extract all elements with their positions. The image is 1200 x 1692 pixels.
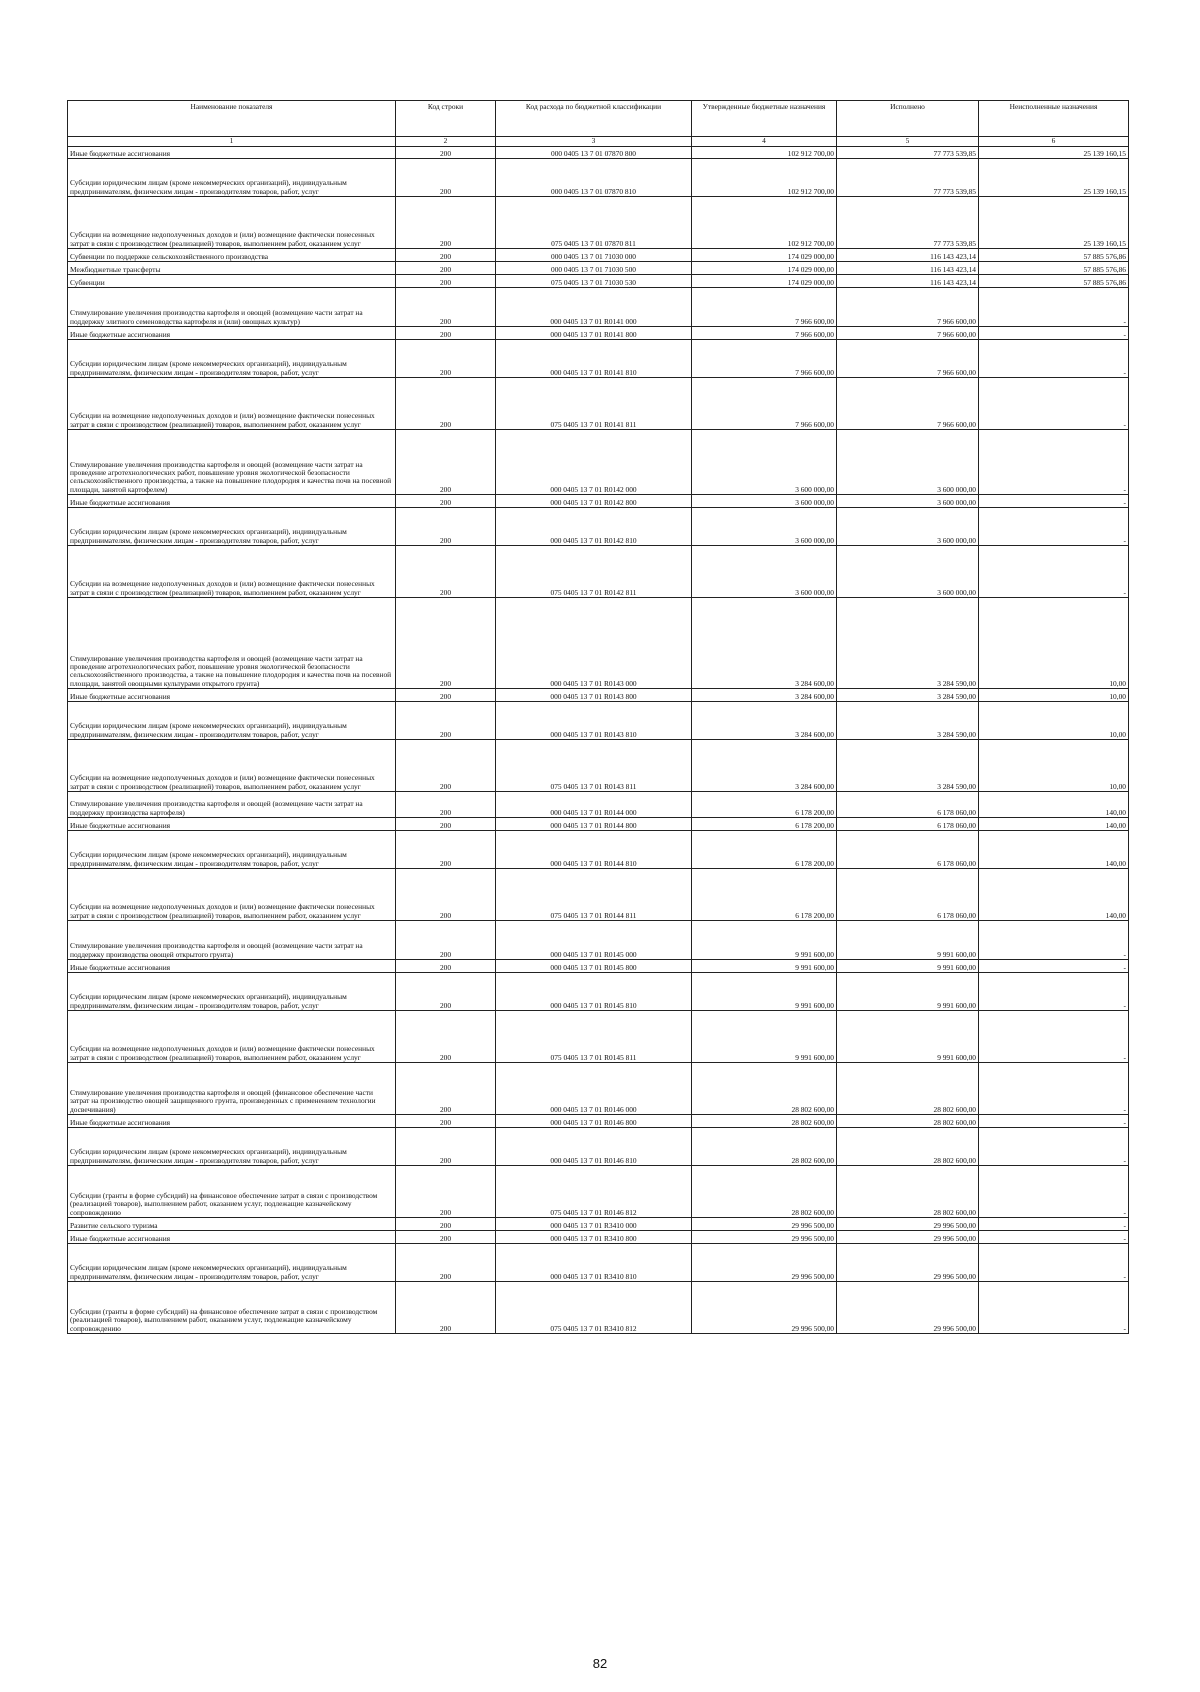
row-approved: 102 912 700,00 xyxy=(692,159,837,197)
row-approved: 102 912 700,00 xyxy=(692,147,837,159)
row-name: Субвенции xyxy=(68,275,396,288)
row-name: Иные бюджетные ассигнования xyxy=(68,689,396,702)
row-unexecuted: - xyxy=(979,340,1129,378)
row-executed: 28 802 600,00 xyxy=(837,1166,979,1218)
row-line-code: 200 xyxy=(396,1231,496,1244)
row-approved: 174 029 000,00 xyxy=(692,262,837,275)
row-budget-code: 075 0405 13 7 01 R0141 811 xyxy=(496,378,692,430)
row-line-code: 200 xyxy=(396,689,496,702)
row-executed: 3 600 000,00 xyxy=(837,495,979,508)
table-row xyxy=(68,430,1129,495)
row-unexecuted: 25 139 160,15 xyxy=(979,159,1129,197)
row-executed: 6 178 060,00 xyxy=(837,831,979,869)
table-row xyxy=(68,340,1129,378)
row-executed: 7 966 600,00 xyxy=(837,288,979,327)
row-unexecuted: - xyxy=(979,1063,1129,1115)
row-unexecuted: 25 139 160,15 xyxy=(979,197,1129,249)
column-number: 3 xyxy=(496,137,692,147)
row-name: Субсидии на возмещение недополученных доходов и (или) возмещение фактически понесенных затрат в связи с производством (реализацией) товаров, выполнением работ, оказанием услуг xyxy=(68,1011,396,1063)
row-line-code: 200 xyxy=(396,740,496,792)
column-number: 6 xyxy=(979,137,1129,147)
table-row xyxy=(68,1063,1129,1115)
row-executed: 9 991 600,00 xyxy=(837,1011,979,1063)
row-line-code: 200 xyxy=(396,831,496,869)
row-budget-code: 000 0405 13 7 01 R0145 000 xyxy=(496,921,692,960)
row-line-code: 200 xyxy=(396,378,496,430)
row-name: Субсидии юридическим лицам (кроме некоммерческих организаций), индивидуальным предпринимателям, физическим лицам - производителям товаров, работ, услуг xyxy=(68,340,396,378)
row-line-code: 200 xyxy=(396,792,496,818)
table-row xyxy=(68,598,1129,689)
row-approved: 174 029 000,00 xyxy=(692,275,837,288)
row-line-code: 200 xyxy=(396,275,496,288)
row-unexecuted: 140,00 xyxy=(979,869,1129,921)
row-budget-code: 000 0405 13 7 01 R0142 000 xyxy=(496,430,692,495)
row-unexecuted: - xyxy=(979,1218,1129,1231)
row-unexecuted: - xyxy=(979,973,1129,1011)
row-budget-code: 075 0405 13 7 01 R0145 811 xyxy=(496,1011,692,1063)
row-approved: 29 996 500,00 xyxy=(692,1244,837,1282)
row-unexecuted: - xyxy=(979,430,1129,495)
header-executed: Исполнено xyxy=(837,101,979,137)
header-line-code: Код строки xyxy=(396,101,496,137)
row-executed: 116 143 423,14 xyxy=(837,275,979,288)
row-budget-code: 000 0405 13 7 01 71030 500 xyxy=(496,262,692,275)
row-executed: 29 996 500,00 xyxy=(837,1218,979,1231)
table-row xyxy=(68,1218,1129,1231)
table-row xyxy=(68,973,1129,1011)
row-name: Иные бюджетные ассигнования xyxy=(68,818,396,831)
row-approved: 9 991 600,00 xyxy=(692,973,837,1011)
row-unexecuted: - xyxy=(979,495,1129,508)
row-line-code: 200 xyxy=(396,546,496,598)
row-line-code: 200 xyxy=(396,249,496,262)
row-name: Субсидии на возмещение недополученных доходов и (или) возмещение фактически понесенных затрат в связи с производством (реализацией) товаров, выполнением работ, оказанием услуг xyxy=(68,378,396,430)
table-row xyxy=(68,1231,1129,1244)
row-unexecuted: - xyxy=(979,1011,1129,1063)
row-unexecuted: 10,00 xyxy=(979,702,1129,740)
row-unexecuted: 10,00 xyxy=(979,598,1129,689)
row-executed: 77 773 539,85 xyxy=(837,147,979,159)
row-name: Субсидии юридическим лицам (кроме некоммерческих организаций), индивидуальным предпринимателям, физическим лицам - производителям товаров, работ, услуг xyxy=(68,702,396,740)
table-row xyxy=(68,546,1129,598)
row-budget-code: 000 0405 13 7 01 R3410 810 xyxy=(496,1244,692,1282)
row-executed: 29 996 500,00 xyxy=(837,1244,979,1282)
header-indicator-name: Наименование показателя xyxy=(68,101,396,137)
row-name: Субсидии юридическим лицам (кроме некоммерческих организаций), индивидуальным предпринимателям, физическим лицам - производителям товаров, работ, услуг xyxy=(68,831,396,869)
row-executed: 116 143 423,14 xyxy=(837,249,979,262)
table-row xyxy=(68,249,1129,262)
column-number: 2 xyxy=(396,137,496,147)
row-unexecuted: - xyxy=(979,508,1129,546)
row-approved: 9 991 600,00 xyxy=(692,960,837,973)
row-name: Стимулирование увеличения производства картофеля и овощей (финансовое обеспечение части затрат на производство овощей защищенного грунта, произведенных с применением технологии досвечивания) xyxy=(68,1063,396,1115)
budget-execution-table xyxy=(67,100,1129,1334)
row-executed: 7 966 600,00 xyxy=(837,340,979,378)
row-budget-code: 000 0405 13 7 01 R0145 800 xyxy=(496,960,692,973)
row-budget-code: 000 0405 13 7 01 R0143 810 xyxy=(496,702,692,740)
table-row xyxy=(68,818,1129,831)
table-row xyxy=(68,831,1129,869)
row-executed: 9 991 600,00 xyxy=(837,960,979,973)
row-line-code: 200 xyxy=(396,1011,496,1063)
table-row xyxy=(68,1282,1129,1334)
table-row xyxy=(68,960,1129,973)
row-budget-code: 075 0405 13 7 01 R0144 811 xyxy=(496,869,692,921)
row-approved: 28 802 600,00 xyxy=(692,1166,837,1218)
row-line-code: 200 xyxy=(396,973,496,1011)
row-budget-code: 000 0405 13 7 01 R3410 800 xyxy=(496,1231,692,1244)
row-approved: 6 178 200,00 xyxy=(692,792,837,818)
row-line-code: 200 xyxy=(396,159,496,197)
row-budget-code: 000 0405 13 7 01 R3410 000 xyxy=(496,1218,692,1231)
row-budget-code: 075 0405 13 7 01 R0146 812 xyxy=(496,1166,692,1218)
row-approved: 28 802 600,00 xyxy=(692,1115,837,1128)
row-executed: 6 178 060,00 xyxy=(837,869,979,921)
row-unexecuted: - xyxy=(979,960,1129,973)
row-line-code: 200 xyxy=(396,869,496,921)
row-unexecuted: 140,00 xyxy=(979,792,1129,818)
row-unexecuted: 25 139 160,15 xyxy=(979,147,1129,159)
row-budget-code: 000 0405 13 7 01 R0144 810 xyxy=(496,831,692,869)
row-approved: 3 284 600,00 xyxy=(692,740,837,792)
row-executed: 77 773 539,85 xyxy=(837,197,979,249)
row-name: Субсидии на возмещение недополученных доходов и (или) возмещение фактически понесенных затрат в связи с производством (реализацией) товаров, выполнением работ, оказанием услуг xyxy=(68,869,396,921)
row-executed: 29 996 500,00 xyxy=(837,1231,979,1244)
row-budget-code: 000 0405 13 7 01 R0141 800 xyxy=(496,327,692,340)
table-row xyxy=(68,197,1129,249)
column-number: 5 xyxy=(837,137,979,147)
row-name: Развитие сельского туризма xyxy=(68,1218,396,1231)
table-body xyxy=(68,147,1129,1334)
row-unexecuted: 140,00 xyxy=(979,831,1129,869)
table-row xyxy=(68,740,1129,792)
row-executed: 9 991 600,00 xyxy=(837,921,979,960)
row-unexecuted: - xyxy=(979,288,1129,327)
row-executed: 116 143 423,14 xyxy=(837,262,979,275)
row-unexecuted: - xyxy=(979,1128,1129,1166)
row-executed: 7 966 600,00 xyxy=(837,378,979,430)
table-row xyxy=(68,262,1129,275)
row-line-code: 200 xyxy=(396,430,496,495)
row-name: Стимулирование увеличения производства картофеля и овощей (возмещение части затрат на проведение агротехнологических работ, повышение уровня экологической безопасности сельскохозяйственного производства, а также на повышение плодородия и качества почв на посевной площади, занятой картофелем) xyxy=(68,430,396,495)
row-line-code: 200 xyxy=(396,960,496,973)
row-budget-code: 075 0405 13 7 01 R0142 811 xyxy=(496,546,692,598)
row-line-code: 200 xyxy=(396,1063,496,1115)
row-budget-code: 000 0405 13 7 01 R0141 810 xyxy=(496,340,692,378)
row-approved: 3 600 000,00 xyxy=(692,430,837,495)
row-approved: 3 284 600,00 xyxy=(692,689,837,702)
row-approved: 7 966 600,00 xyxy=(692,327,837,340)
row-approved: 3 600 000,00 xyxy=(692,495,837,508)
row-budget-code: 075 0405 13 7 01 71030 530 xyxy=(496,275,692,288)
table-row xyxy=(68,1128,1129,1166)
row-name: Иные бюджетные ассигнования xyxy=(68,1115,396,1128)
row-line-code: 200 xyxy=(396,508,496,546)
row-name: Стимулирование увеличения производства картофеля и овощей (возмещение части затрат на поддержку элитного семеноводства картофеля и (или) овощных культур) xyxy=(68,288,396,327)
row-executed: 3 284 590,00 xyxy=(837,740,979,792)
row-executed: 3 284 590,00 xyxy=(837,689,979,702)
row-budget-code: 075 0405 13 7 01 R0143 811 xyxy=(496,740,692,792)
row-line-code: 200 xyxy=(396,598,496,689)
row-line-code: 200 xyxy=(396,702,496,740)
table-row xyxy=(68,869,1129,921)
row-name: Субсидии на возмещение недополученных доходов и (или) возмещение фактически понесенных затрат в связи с производством (реализацией) товаров, выполнением работ, оказанием услуг xyxy=(68,740,396,792)
row-executed: 3 284 590,00 xyxy=(837,702,979,740)
row-unexecuted: - xyxy=(979,378,1129,430)
table-row xyxy=(68,495,1129,508)
row-name: Иные бюджетные ассигнования xyxy=(68,1231,396,1244)
row-approved: 29 996 500,00 xyxy=(692,1218,837,1231)
row-executed: 28 802 600,00 xyxy=(837,1115,979,1128)
row-name: Иные бюджетные ассигнования xyxy=(68,495,396,508)
row-unexecuted: 10,00 xyxy=(979,740,1129,792)
row-name: Субвенции по поддержке сельскохозяйственного производства xyxy=(68,249,396,262)
row-name: Субсидии юридическим лицам (кроме некоммерческих организаций), индивидуальным предпринимателям, физическим лицам - производителям товаров, работ, услуг xyxy=(68,973,396,1011)
row-line-code: 200 xyxy=(396,1166,496,1218)
row-unexecuted: - xyxy=(979,1115,1129,1128)
row-approved: 29 996 500,00 xyxy=(692,1231,837,1244)
row-executed: 29 996 500,00 xyxy=(837,1282,979,1334)
table-row xyxy=(68,1115,1129,1128)
row-budget-code: 000 0405 13 7 01 07870 800 xyxy=(496,147,692,159)
row-approved: 3 600 000,00 xyxy=(692,546,837,598)
table-row xyxy=(68,921,1129,960)
row-approved: 174 029 000,00 xyxy=(692,249,837,262)
row-executed: 77 773 539,85 xyxy=(837,159,979,197)
row-budget-code: 000 0405 13 7 01 71030 000 xyxy=(496,249,692,262)
page-number: 82 xyxy=(592,1656,608,1671)
row-budget-code: 000 0405 13 7 01 R0146 800 xyxy=(496,1115,692,1128)
row-budget-code: 000 0405 13 7 01 R0143 000 xyxy=(496,598,692,689)
row-approved: 3 284 600,00 xyxy=(692,598,837,689)
row-budget-code: 000 0405 13 7 01 R0142 810 xyxy=(496,508,692,546)
row-budget-code: 000 0405 13 7 01 R0142 800 xyxy=(496,495,692,508)
table-row xyxy=(68,1166,1129,1218)
row-line-code: 200 xyxy=(396,921,496,960)
table-header-row xyxy=(68,101,1129,137)
row-name: Субсидии на возмещение недополученных доходов и (или) возмещение фактически понесенных затрат в связи с производством (реализацией) товаров, выполнением работ, оказанием услуг xyxy=(68,546,396,598)
row-unexecuted: 57 885 576,86 xyxy=(979,262,1129,275)
row-name: Субсидии юридическим лицам (кроме некоммерческих организаций), индивидуальным предпринимателям, физическим лицам - производителям товаров, работ, услуг xyxy=(68,159,396,197)
table-row xyxy=(68,508,1129,546)
row-budget-code: 000 0405 13 7 01 R0144 800 xyxy=(496,818,692,831)
row-approved: 102 912 700,00 xyxy=(692,197,837,249)
row-name: Иные бюджетные ассигнования xyxy=(68,960,396,973)
row-line-code: 200 xyxy=(396,1115,496,1128)
row-executed: 3 600 000,00 xyxy=(837,546,979,598)
row-line-code: 200 xyxy=(396,288,496,327)
table-row xyxy=(68,147,1129,159)
row-executed: 3 284 590,00 xyxy=(837,598,979,689)
row-approved: 6 178 200,00 xyxy=(692,869,837,921)
row-executed: 6 178 060,00 xyxy=(837,792,979,818)
row-unexecuted: 10,00 xyxy=(979,689,1129,702)
row-line-code: 200 xyxy=(396,1218,496,1231)
row-name: Субсидии юридическим лицам (кроме некоммерческих организаций), индивидуальным предпринимателям, физическим лицам - производителям товаров, работ, услуг xyxy=(68,1244,396,1282)
row-budget-code: 000 0405 13 7 01 R0144 000 xyxy=(496,792,692,818)
header-unexecuted: Неисполненные назначения xyxy=(979,101,1129,137)
table-row xyxy=(68,378,1129,430)
table-row xyxy=(68,275,1129,288)
row-unexecuted: 57 885 576,86 xyxy=(979,275,1129,288)
table-row xyxy=(68,327,1129,340)
row-line-code: 200 xyxy=(396,818,496,831)
row-approved: 6 178 200,00 xyxy=(692,818,837,831)
row-approved: 9 991 600,00 xyxy=(692,1011,837,1063)
row-unexecuted: - xyxy=(979,1231,1129,1244)
row-line-code: 200 xyxy=(396,262,496,275)
table-row xyxy=(68,792,1129,818)
header-approved: Утвержденные бюджетные назначения xyxy=(692,101,837,137)
row-budget-code: 000 0405 13 7 01 R0145 810 xyxy=(496,973,692,1011)
row-line-code: 200 xyxy=(396,1244,496,1282)
row-approved: 6 178 200,00 xyxy=(692,831,837,869)
row-executed: 9 991 600,00 xyxy=(837,973,979,1011)
table-row xyxy=(68,1011,1129,1063)
row-name: Субсидии юридическим лицам (кроме некоммерческих организаций), индивидуальным предпринимателям, физическим лицам - производителям товаров, работ, услуг xyxy=(68,1128,396,1166)
row-unexecuted: 57 885 576,86 xyxy=(979,249,1129,262)
row-executed: 7 966 600,00 xyxy=(837,327,979,340)
row-executed: 28 802 600,00 xyxy=(837,1128,979,1166)
row-line-code: 200 xyxy=(396,1282,496,1334)
column-number-row xyxy=(68,137,1129,147)
row-approved: 3 600 000,00 xyxy=(692,508,837,546)
row-unexecuted: 140,00 xyxy=(979,818,1129,831)
row-line-code: 200 xyxy=(396,495,496,508)
row-unexecuted: - xyxy=(979,1166,1129,1218)
row-approved: 28 802 600,00 xyxy=(692,1128,837,1166)
row-line-code: 200 xyxy=(396,327,496,340)
row-executed: 28 802 600,00 xyxy=(837,1063,979,1115)
row-name: Субсидии юридическим лицам (кроме некоммерческих организаций), индивидуальным предпринимателям, физическим лицам - производителям товаров, работ, услуг xyxy=(68,508,396,546)
row-executed: 3 600 000,00 xyxy=(837,430,979,495)
row-line-code: 200 xyxy=(396,197,496,249)
row-approved: 7 966 600,00 xyxy=(692,340,837,378)
row-approved: 29 996 500,00 xyxy=(692,1282,837,1334)
row-line-code: 200 xyxy=(396,340,496,378)
row-name: Субсидии на возмещение недополученных доходов и (или) возмещение фактически понесенных затрат в связи с производством (реализацией) товаров, выполнением работ, оказанием услуг xyxy=(68,197,396,249)
row-budget-code: 075 0405 13 7 01 R3410 812 xyxy=(496,1282,692,1334)
table-row xyxy=(68,288,1129,327)
row-name: Субсидии (гранты в форме субсидий) на финансовое обеспечение затрат в связи с производством (реализацией товаров), выполнением работ, оказанием услуг, подлежащие казначейскому сопровождению xyxy=(68,1166,396,1218)
row-approved: 7 966 600,00 xyxy=(692,288,837,327)
row-name: Стимулирование увеличения производства картофеля и овощей (возмещение части затрат на проведение агротехнологических работ, повышение уровня экологической безопасности сельскохозяйственного производства, а также на повышение плодородия и качества почв на посевной площади, занятой овощными культурами открытого грунта) xyxy=(68,598,396,689)
row-executed: 6 178 060,00 xyxy=(837,818,979,831)
table-row xyxy=(68,689,1129,702)
row-budget-code: 000 0405 13 7 01 R0146 810 xyxy=(496,1128,692,1166)
row-unexecuted: - xyxy=(979,1282,1129,1334)
row-executed: 3 600 000,00 xyxy=(837,508,979,546)
row-approved: 28 802 600,00 xyxy=(692,1063,837,1115)
row-name: Стимулирование увеличения производства картофеля и овощей (возмещение части затрат на поддержку производства картофеля) xyxy=(68,792,396,818)
table-row xyxy=(68,159,1129,197)
row-name: Стимулирование увеличения производства картофеля и овощей (возмещение части затрат на поддержку производства овощей открытого грунта) xyxy=(68,921,396,960)
row-approved: 7 966 600,00 xyxy=(692,378,837,430)
row-name: Межбюджетные трансферты xyxy=(68,262,396,275)
row-name: Иные бюджетные ассигнования xyxy=(68,327,396,340)
row-budget-code: 000 0405 13 7 01 R0143 800 xyxy=(496,689,692,702)
row-name: Иные бюджетные ассигнования xyxy=(68,147,396,159)
row-unexecuted: - xyxy=(979,1244,1129,1282)
row-line-code: 200 xyxy=(396,147,496,159)
table-row xyxy=(68,1244,1129,1282)
row-budget-code: 000 0405 13 7 01 R0146 000 xyxy=(496,1063,692,1115)
column-number: 4 xyxy=(692,137,837,147)
row-budget-code: 000 0405 13 7 01 R0141 000 xyxy=(496,288,692,327)
row-unexecuted: - xyxy=(979,327,1129,340)
row-approved: 9 991 600,00 xyxy=(692,921,837,960)
header-budget-code: Код расхода по бюджетной классификации xyxy=(496,101,692,137)
row-line-code: 200 xyxy=(396,1128,496,1166)
row-name: Субсидии (гранты в форме субсидий) на финансовое обеспечение затрат в связи с производством (реализацией товаров), выполнением работ, оказанием услуг, подлежащие казначейскому сопровождению xyxy=(68,1282,396,1334)
row-budget-code: 000 0405 13 7 01 07870 810 xyxy=(496,159,692,197)
row-unexecuted: - xyxy=(979,921,1129,960)
row-budget-code: 075 0405 13 7 01 07870 811 xyxy=(496,197,692,249)
table-row xyxy=(68,702,1129,740)
row-unexecuted: - xyxy=(979,546,1129,598)
row-approved: 3 284 600,00 xyxy=(692,702,837,740)
column-number: 1 xyxy=(68,137,396,147)
